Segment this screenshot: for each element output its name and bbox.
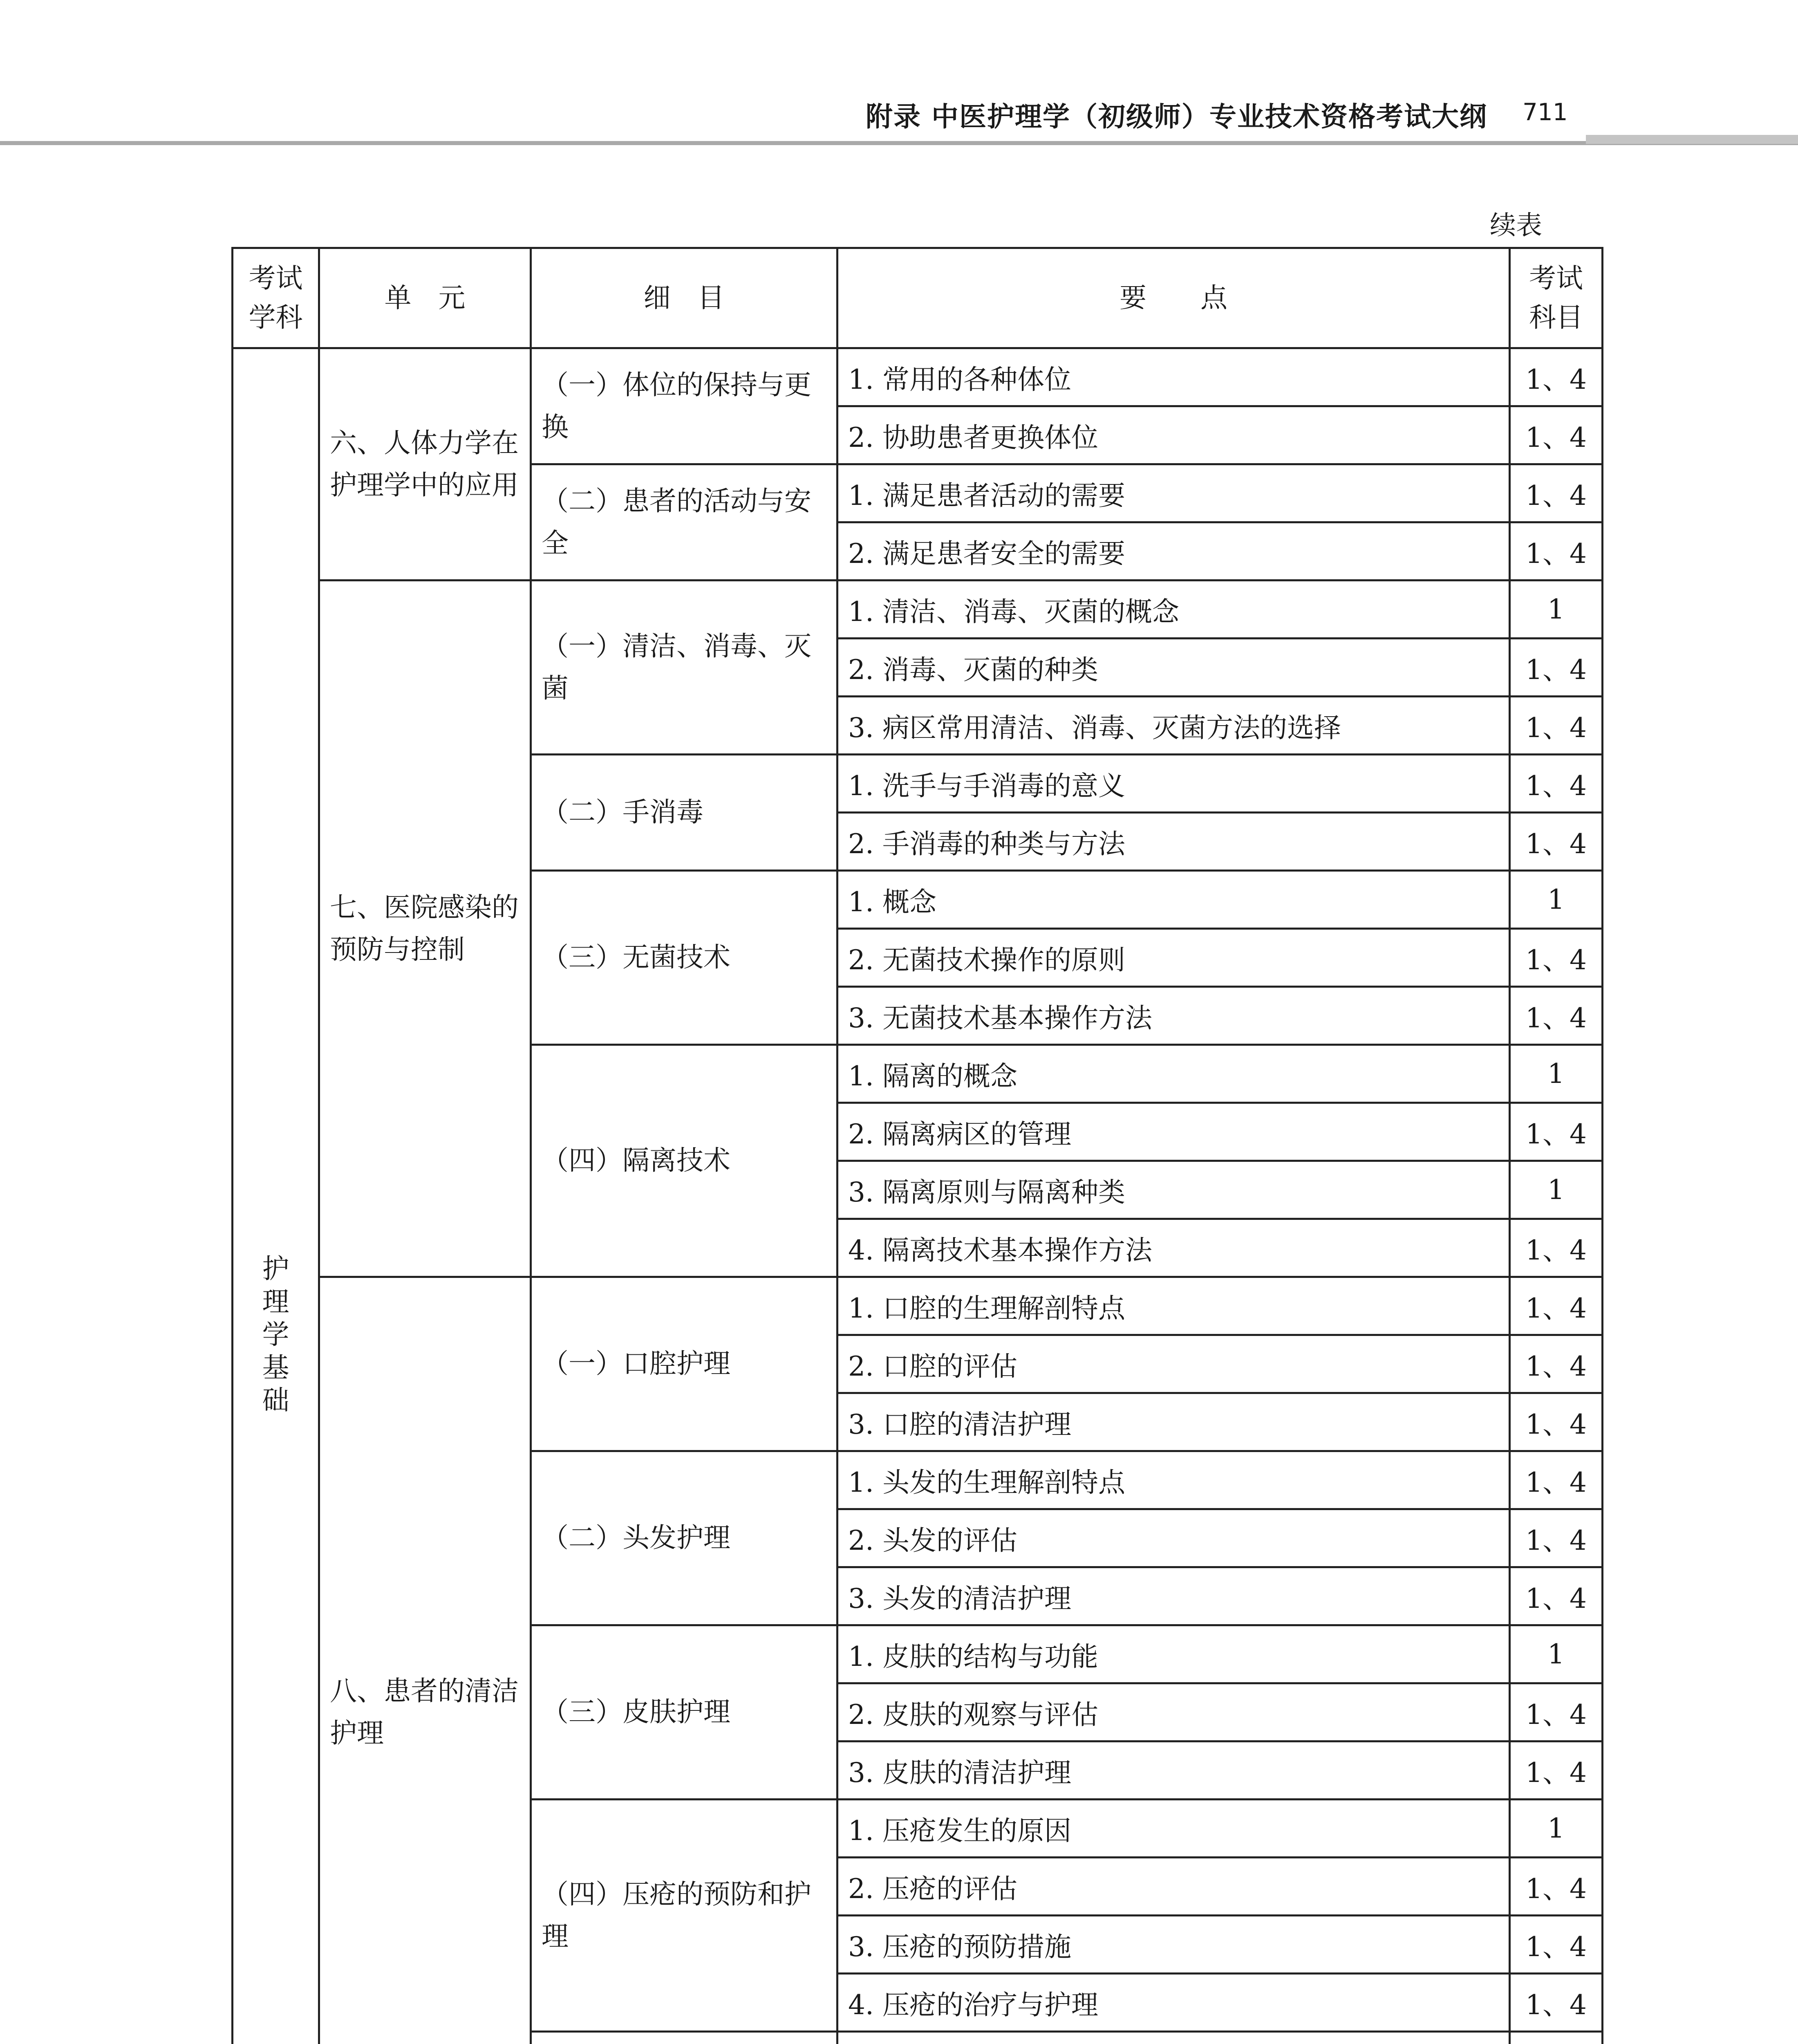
table-row [233,348,1603,406]
point-cell: 1. 洗手与手消毒的意义 [837,755,1510,813]
point-cell: 2. 手消毒的种类与方法 [837,813,1510,871]
point-cell: 2. 口腔的评估 [837,1335,1510,1393]
exam-cell: 1 [1510,1161,1603,1219]
subject-label: 护理学基础 [262,1253,289,1416]
exam-cell: 1、4 [1510,1393,1603,1451]
exam-cell: 1、4 [1510,1974,1603,2032]
point-cell: 2. 皮肤的观察与评估 [837,1683,1510,1741]
point-cell: 2. 消毒、灭菌的种类 [837,639,1510,697]
point-cell: 1. 常用的各种体位 [837,348,1510,406]
item-cell: （一）体位的保持与更换 [531,348,837,464]
header-unit: 单 元 [319,248,531,348]
point-cell: 2. 无菌技术操作的原则 [837,929,1510,987]
point-cell: 3. 隔离原则与隔离种类 [837,1161,1510,1219]
exam-cell: 1、4 [1510,1509,1603,1567]
table-row [233,1277,1603,1335]
exam-cell: 1、4 [1510,639,1603,697]
point-cell: 1. 压疮发生的原因 [837,1800,1510,1858]
continued-label: 续表 [1490,211,1542,241]
header-subject: 考试学科 [233,248,319,348]
exam-cell: 1、4 [1510,406,1603,464]
point-cell: 3. 无菌技术基本操作方法 [837,987,1510,1045]
exam-cell: 1、4 [1510,522,1603,580]
exam-cell: 1 [1510,1800,1603,1858]
table-row [233,580,1603,639]
exam-cell: 1 [1510,1045,1603,1103]
item-cell: （四）压疮的预防和护理 [531,1800,837,2032]
header-rule [0,141,1798,145]
item-cell: （三）无菌技术 [531,871,837,1045]
exam-cell: 1、4 [1510,1916,1603,1974]
point-cell: 1. 概念 [837,871,1510,929]
exam-cell: 1、4 [1510,755,1603,813]
exam-cell [1510,2032,1603,2044]
point-cell: 2. 满足患者安全的需要 [837,522,1510,580]
point-cell: 1. 头发的生理解剖特点 [837,1451,1510,1509]
header-point: 要 点 [837,248,1510,348]
item-cell: （四）隔离技术 [531,1045,837,1277]
table-body [233,348,1603,2044]
exam-cell: 1、4 [1510,1741,1603,1800]
point-cell: 1. 清洁、消毒、灭菌的概念 [837,580,1510,639]
header-item: 细 目 [531,248,837,348]
unit-cell: 八、患者的清洁护理 [319,1277,531,2044]
point-cell: 1. 隔离的概念 [837,1045,1510,1103]
point-cell: 1. 皮肤的结构与功能 [837,1625,1510,1683]
exam-cell: 1、4 [1510,813,1603,871]
item-cell [531,2032,837,2044]
exam-cell: 1、4 [1510,464,1603,522]
syllabus-table [231,247,1603,2044]
exam-cell: 1、4 [1510,1277,1603,1335]
item-cell: （二）头发护理 [531,1451,837,1625]
page-number: 711 [1523,98,1568,126]
item-cell: （一）口腔护理 [531,1277,837,1451]
table-header-row [233,248,1603,348]
point-cell: 4. 压疮的治疗与护理 [837,1974,1510,2032]
unit-cell: 七、医院感染的预防与控制 [319,580,531,1277]
header-rule-accent [1586,135,1798,144]
exam-cell: 1、4 [1510,987,1603,1045]
exam-cell: 1、4 [1510,1683,1603,1741]
item-cell: （三）皮肤护理 [531,1625,837,1800]
running-title: 附录 中医护理学（初级师）专业技术资格考试大纲 [866,101,1487,132]
exam-cell: 1、4 [1510,1451,1603,1509]
exam-cell: 1、4 [1510,1567,1603,1625]
header-exam: 考试科目 [1510,248,1603,348]
item-cell: （二）手消毒 [531,755,837,871]
item-cell: （一）清洁、消毒、灭菌 [531,580,837,755]
point-cell: 2. 头发的评估 [837,1509,1510,1567]
point-cell: 3. 口腔的清洁护理 [837,1393,1510,1451]
exam-cell: 1、4 [1510,348,1603,406]
point-cell: 4. 隔离技术基本操作方法 [837,1219,1510,1277]
exam-cell: 1、4 [1510,1335,1603,1393]
subject-cell [233,348,319,2044]
point-cell: 2. 协助患者更换体位 [837,406,1510,464]
page-header [0,0,1798,147]
point-cell: 3. 头发的清洁护理 [837,1567,1510,1625]
exam-cell: 1 [1510,1625,1603,1683]
exam-cell: 1 [1510,871,1603,929]
point-cell: 2. 压疮的评估 [837,1858,1510,1916]
item-cell: （二）患者的活动与安全 [531,464,837,580]
exam-cell: 1、4 [1510,1858,1603,1916]
exam-cell: 1、4 [1510,697,1603,755]
point-cell: 2. 隔离病区的管理 [837,1103,1510,1161]
exam-cell: 1、4 [1510,929,1603,987]
point-cell: 1. 满足患者活动的需要 [837,464,1510,522]
point-cell: 3. 皮肤的清洁护理 [837,1741,1510,1800]
point-cell [837,2032,1510,2044]
point-cell: 3. 压疮的预防措施 [837,1916,1510,1974]
exam-cell: 1、4 [1510,1103,1603,1161]
point-cell: 1. 口腔的生理解剖特点 [837,1277,1510,1335]
exam-cell: 1 [1510,580,1603,639]
unit-cell: 六、人体力学在护理学中的应用 [319,348,531,580]
exam-cell: 1、4 [1510,1219,1603,1277]
point-cell: 3. 病区常用清洁、消毒、灭菌方法的选择 [837,697,1510,755]
